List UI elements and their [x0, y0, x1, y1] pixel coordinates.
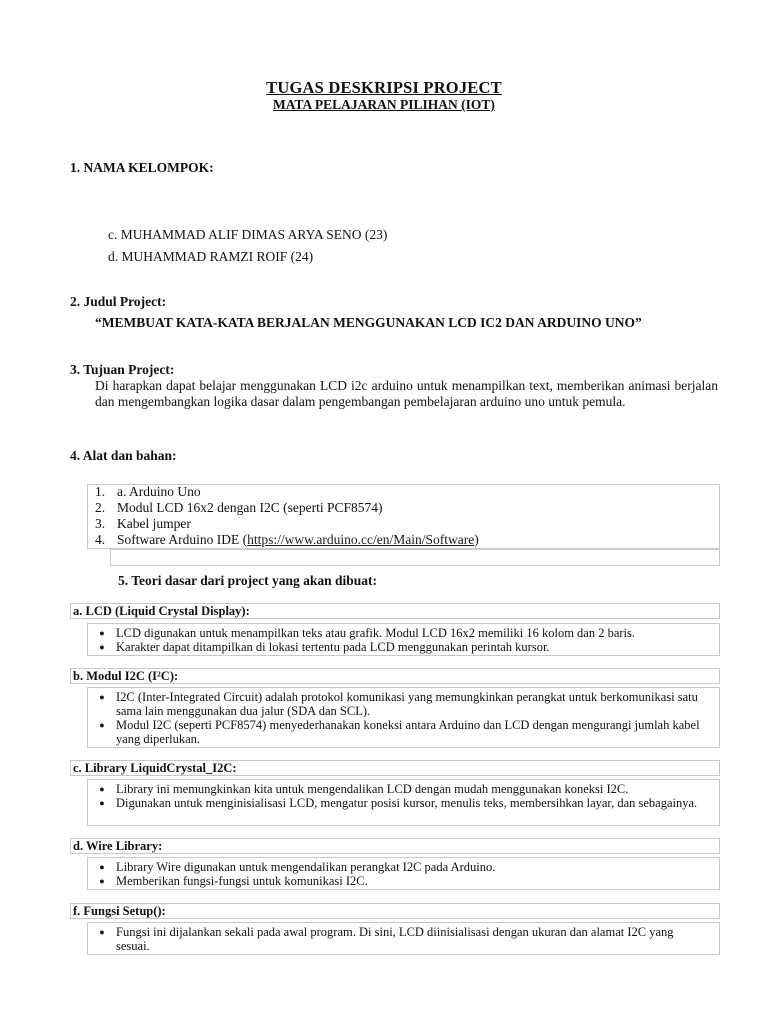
section1-heading: 1. NAMA KELOMPOK:: [70, 160, 214, 175]
list-item: ● Memberikan fungsi-fungsi untuk komunikasi I2C.: [99, 874, 368, 888]
theory-heading-i2c: b. Modul I2C (I²C):: [70, 668, 720, 684]
document-title: TUGAS DESKRIPSI PROJECT: [266, 78, 502, 97]
theory-bullets-i2c: [87, 687, 720, 748]
member-item: d. MUHAMMAD RAMZI ROIF (24): [108, 249, 314, 264]
document-subtitle: MATA PELAJARAN PILIHAN (IOT): [273, 97, 495, 112]
list-item: 4. Software Arduino IDE (https://www.arduino.cc/en/Main/Software): [95, 532, 479, 547]
theory-bullets-setup: [87, 922, 720, 955]
list-item: ● I2C (Inter-Integrated Circuit) adalah protokol komunikasi yang memungkinkan perangkat untuk berkomunikasi satu sama lain menggunakan dua jalur (SDA dan SCL).: [99, 690, 698, 718]
section3-heading: 3. Tujuan Project:: [70, 362, 175, 377]
theory-bullets-wire: [87, 857, 720, 890]
list-item: 3. Kabel jumper: [95, 516, 191, 531]
list-item: 2. Modul LCD 16x2 dengan I2C (seperti PCF8574): [95, 500, 383, 515]
list-item: ● Library Wire digunakan untuk mengendalikan perangkat I2C pada Arduino.: [99, 860, 496, 874]
list-item: ● Modul I2C (seperti PCF8574) menyederhanakan koneksi antara Arduino dan LCD dengan mengurangi jumlah kabel yang diperlukan.: [99, 718, 700, 746]
section2-heading: 2. Judul Project:: [70, 294, 167, 309]
materials-empty-row: [110, 549, 720, 566]
project-goal-text: Di harapkan dapat belajar menggunakan LCD i2c arduino untuk menampilkan text, memberikan animasi berjalan dan mengembangkan logika dasar dalam pengembangan pembelajaran arduino uno untuk pemula.: [95, 378, 718, 409]
arduino-software-link[interactable]: https://www.arduino.cc/en/Main/Software: [247, 532, 475, 547]
section5-heading: 5. Teori dasar dari project yang akan dibuat:: [118, 573, 378, 588]
theory-heading-lcd: a. LCD (Liquid Crystal Display):: [70, 603, 720, 619]
theory-bullets-liquidcrystal: [87, 779, 720, 826]
list-item: ● Library ini memungkinkan kita untuk mengendalikan LCD dengan mudah menggunakan koneksi I2C.: [99, 782, 629, 796]
section4-heading: 4. Alat dan bahan:: [70, 448, 177, 463]
list-item: ● Fungsi ini dijalankan sekali pada awal program. Di sini, LCD diinisialisasi dengan ukuran dan alamat I2C yang sesuai.: [99, 925, 674, 953]
project-title: “MEMBUAT KATA-KATA BERJALAN MENGGUNAKAN LCD IC2 DAN ARDUINO UNO”: [95, 315, 642, 330]
list-item: ● Digunakan untuk menginisialisasi LCD, mengatur posisi kursor, menulis teks, membersihkan layar, dan sebagainya.: [99, 796, 698, 810]
theory-heading-liquidcrystal: c. Library LiquidCrystal_I2C:: [70, 760, 720, 776]
member-item: c. MUHAMMAD ALIF DIMAS ARYA SENO (23): [108, 227, 388, 242]
list-item: ● Karakter dapat ditampilkan di lokasi tertentu pada LCD menggunakan perintah kursor.: [99, 640, 550, 654]
theory-bullets-lcd: [87, 623, 720, 656]
list-item: 1. a. Arduino Uno: [95, 484, 201, 499]
materials-list: [95, 484, 479, 548]
list-item: ● LCD digunakan untuk menampilkan teks atau grafik. Modul LCD 16x2 memiliki 16 kolom dan 2 baris.: [99, 626, 636, 640]
theory-heading-wire: d. Wire Library:: [70, 838, 720, 854]
theory-heading-setup: f. Fungsi Setup():: [70, 903, 720, 919]
